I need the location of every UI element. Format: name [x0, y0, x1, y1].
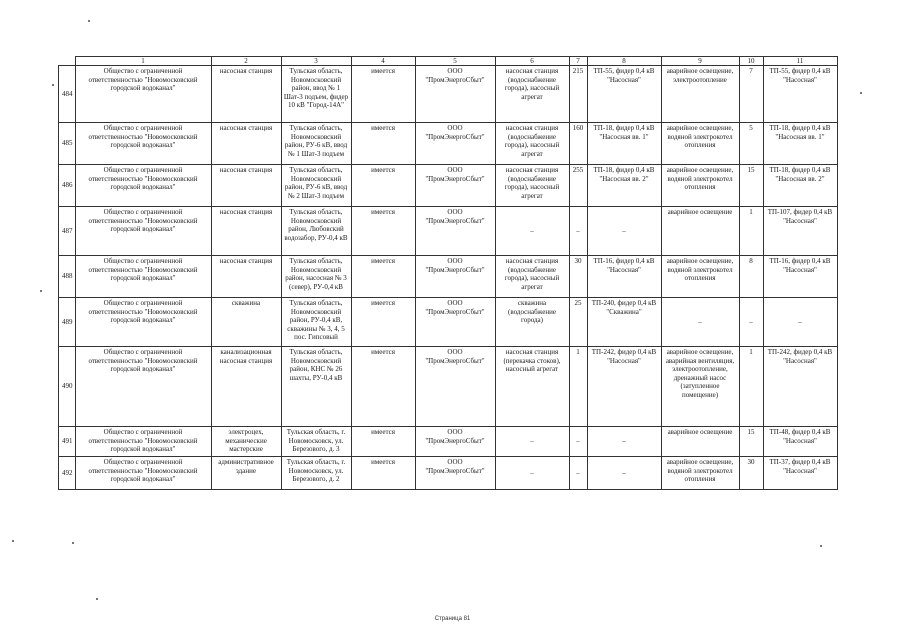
row-number: 492 [59, 457, 76, 490]
cell-address: Тульская область, Новомосковский район, Любовский водозабор, РУ-0,4 кВ [281, 207, 351, 256]
cell-purpose: – [495, 457, 569, 490]
cell-purpose: – [495, 427, 569, 457]
table-row [59, 66, 838, 123]
cell-organization: Общество с ограниченной ответственностью "Новомосковский городской водоканал" [75, 165, 211, 207]
cell-object-type: насосная станция [211, 207, 281, 256]
table-row [59, 457, 838, 490]
cell-emergency-feed: ТП-107, фидер 0,4 кВ "Насосная" [763, 207, 837, 256]
cell-feed: – [587, 457, 661, 490]
table-row [59, 298, 838, 347]
cell-emergency-feed: ТП-242, фидер 0,4 кВ "Насосная" [763, 347, 837, 427]
cell-object-type: насосная станция [211, 165, 281, 207]
cell-supplier: ООО "ПромЭнергоСбыт" [415, 207, 495, 256]
row-number: 488 [59, 256, 76, 298]
scan-speck [52, 84, 54, 86]
cell-emergency-power: 5 [739, 123, 763, 165]
cell-supplier: ООО "ПромЭнергоСбыт" [415, 256, 495, 298]
cell-feed: ТП-18, фидер 0,4 кВ "Насосная вв. 2" [587, 165, 661, 207]
cell-power: – [569, 457, 587, 490]
table-row [59, 165, 838, 207]
cell-emergency-power: 1 [739, 207, 763, 256]
cell-purpose: насосная станция (водоснабжение города), насосный агрегат [495, 66, 569, 123]
document-table [58, 56, 838, 490]
cell-power: 160 [569, 123, 587, 165]
cell-status: имеется [351, 457, 415, 490]
cell-object-type: административное здание [211, 457, 281, 490]
cell-emergency-power: 7 [739, 66, 763, 123]
cell-emergency-feed: ТП-16, фидер 0,4 кВ "Насосная" [763, 256, 837, 298]
cell-status: имеется [351, 207, 415, 256]
cell-organization: Общество с ограниченной ответственностью "Новомосковский городской водоканал" [75, 66, 211, 123]
row-number: 489 [59, 298, 76, 347]
cell-emergency-power: 15 [739, 165, 763, 207]
cell-status: имеется [351, 347, 415, 427]
cell-organization: Общество с ограниченной ответственностью "Новомосковский городской водоканал" [75, 298, 211, 347]
cell-object-type: насосная станция [211, 256, 281, 298]
cell-address: Тульская область, Новомосковский район, КНС № 26 шахты, РУ-0,4 кВ [281, 347, 351, 427]
cell-status: имеется [351, 165, 415, 207]
cell-emergency-feed: ТП-48, фидер 0,4 кВ "Насосная" [763, 427, 837, 457]
cell-organization: Общество с ограниченной ответственностью "Новомосковский городской водоканал" [75, 347, 211, 427]
cell-feed: ТП-16, фидер 0,4 кВ "Насосная" [587, 256, 661, 298]
cell-feed: – [587, 207, 661, 256]
scan-speck [820, 545, 822, 547]
cell-status: имеется [351, 66, 415, 123]
cell-emergency-load: – [661, 298, 739, 347]
cell-status: имеется [351, 123, 415, 165]
cell-power: 255 [569, 165, 587, 207]
cell-status: имеется [351, 256, 415, 298]
table-row [59, 256, 838, 298]
cell-object-type: канализационная насосная станция [211, 347, 281, 427]
header-cell: 5 [415, 57, 495, 66]
table-row [59, 347, 838, 427]
cell-organization: Общество с ограниченной ответственностью "Новомосковский городской водоканал" [75, 123, 211, 165]
header-cell: 2 [211, 57, 281, 66]
cell-emergency-load: аварийное освещение, водяной электрокотел отопления [661, 256, 739, 298]
header-blank [59, 57, 76, 66]
cell-emergency-load: аварийное освещение, водяной электрокотел отопления [661, 123, 739, 165]
cell-feed: – [587, 427, 661, 457]
cell-supplier: ООО "ПромЭнергоСбыт" [415, 123, 495, 165]
scan-speck [88, 20, 90, 22]
cell-supplier: ООО "ПромЭнергоСбыт" [415, 457, 495, 490]
page-footer: Страница 81 [434, 616, 471, 622]
cell-emergency-feed: ТП-18, фидер 0,4 кВ "Насосная вв. 2" [763, 165, 837, 207]
cell-feed: ТП-242, фидер 0,4 кВ "Насосная" [587, 347, 661, 427]
cell-organization: Общество с ограниченной ответственностью "Новомосковский городской водоканал" [75, 256, 211, 298]
cell-status: имеется [351, 298, 415, 347]
cell-purpose: скважина (водоснабжение города) [495, 298, 569, 347]
cell-supplier: ООО "ПромЭнергоСбыт" [415, 427, 495, 457]
scan-speck [860, 92, 862, 94]
header-cell: 6 [495, 57, 569, 66]
cell-purpose: насосная станция (перекачка стоков), насосный агрегат [495, 347, 569, 427]
cell-power: 215 [569, 66, 587, 123]
scan-speck [72, 542, 74, 544]
header-cell: 7 [569, 57, 587, 66]
scan-speck [96, 598, 98, 600]
cell-object-type: электроцех, механические мастерские [211, 427, 281, 457]
cell-address: Тульская область, Новомосковский район, РУ-0,4 кВ, скважины № 3, 4, 5 пос. Гипсовый [281, 298, 351, 347]
table-row [59, 427, 838, 457]
cell-status: имеется [351, 427, 415, 457]
row-number: 486 [59, 165, 76, 207]
cell-emergency-power: 1 [739, 347, 763, 427]
header-cell: 10 [739, 57, 763, 66]
row-number: 485 [59, 123, 76, 165]
cell-power: – [569, 427, 587, 457]
cell-address: Тульская область, Новомосковский район, РУ-6 кВ, ввод № 1 Шат-3 подъем [281, 123, 351, 165]
cell-purpose: – [495, 207, 569, 256]
cell-emergency-feed: ТП-37, фидер 0,4 кВ "Насосная" [763, 457, 837, 490]
scan-speck [12, 540, 14, 542]
row-number: 484 [59, 66, 76, 123]
row-number: 491 [59, 427, 76, 457]
header-cell: 1 [75, 57, 211, 66]
cell-purpose: насосная станция (водоснабжение города), насосный агрегат [495, 256, 569, 298]
cell-emergency-feed: – [763, 298, 837, 347]
cell-power: – [569, 207, 587, 256]
cell-emergency-feed: ТП-55, фидер 0,4 кВ "Насосная" [763, 66, 837, 123]
header-cell: 9 [661, 57, 739, 66]
cell-supplier: ООО "ПромЭнергоСбыт" [415, 165, 495, 207]
cell-power: 25 [569, 298, 587, 347]
cell-purpose: насосная станция (водоснабжение города), насосный агрегат [495, 123, 569, 165]
cell-supplier: ООО "ПромЭнергоСбыт" [415, 66, 495, 123]
cell-address: Тульская область, Новомосковский район, РУ-6 кВ, ввод № 2 Шат-3 подъем [281, 165, 351, 207]
cell-organization: Общество с ограниченной ответственностью "Новомосковский городской водоканал" [75, 457, 211, 490]
cell-emergency-load: аварийное освещение, водяной электрокотел отопления [661, 457, 739, 490]
header-cell: 4 [351, 57, 415, 66]
cell-purpose: насосная станция (водоснабжение города), насосный агрегат [495, 165, 569, 207]
cell-emergency-load: аварийное освещение [661, 427, 739, 457]
cell-emergency-power: – [739, 298, 763, 347]
cell-feed: ТП-240, фидер 0,4 кВ "Скважина" [587, 298, 661, 347]
header-cell: 8 [587, 57, 661, 66]
row-number: 487 [59, 207, 76, 256]
cell-supplier: ООО "ПромЭнергоСбыт" [415, 298, 495, 347]
cell-object-type: насосная станция [211, 66, 281, 123]
cell-object-type: насосная станция [211, 123, 281, 165]
cell-supplier: ООО "ПромЭнергоСбыт" [415, 347, 495, 427]
cell-emergency-load: аварийное освещение [661, 207, 739, 256]
cell-organization: Общество с ограниченной ответственностью "Новомосковский городской водоканал" [75, 207, 211, 256]
cell-feed: ТП-55, фидер 0,4 кВ "Насосная" [587, 66, 661, 123]
cell-address: Тульская область, г. Новомосковск, ул. Березового, д. 3 [281, 427, 351, 457]
cell-emergency-load: аварийное освещение, водяной электрокотел отопления [661, 165, 739, 207]
header-cell: 3 [281, 57, 351, 66]
cell-address: Тульская область, Новомосковский район, ввод № 1 Шат-3 подъем, фидер 10 кВ "Город-14А" [281, 66, 351, 123]
header-cell: 11 [763, 57, 837, 66]
cell-power: 30 [569, 256, 587, 298]
table-row [59, 123, 838, 165]
cell-object-type: скважина [211, 298, 281, 347]
cell-address: Тульская область, Новомосковский район, насосная № 3 (север), РУ-0,4 кВ [281, 256, 351, 298]
cell-emergency-load: аварийное освещение, электроотопление [661, 66, 739, 123]
table-row [59, 207, 838, 256]
header-row [59, 57, 838, 66]
row-number: 490 [59, 347, 76, 427]
cell-emergency-power: 30 [739, 457, 763, 490]
cell-emergency-power: 15 [739, 427, 763, 457]
cell-emergency-power: 8 [739, 256, 763, 298]
cell-power: 1 [569, 347, 587, 427]
cell-emergency-load: аварийное освещение, аварийная вентиляция, электроотопление, дренажный насос (затупленное помещение) [661, 347, 739, 427]
cell-emergency-feed: ТП-18, фидер 0,4 кВ "Насосная вв. 1" [763, 123, 837, 165]
scan-speck [40, 290, 42, 292]
cell-feed: ТП-18, фидер 0,4 кВ "Насосная вв. 1" [587, 123, 661, 165]
cell-organization: Общество с ограниченной ответственностью "Новомосковский городской водоканал" [75, 427, 211, 457]
cell-address: Тульская область, г. Новомосковск, ул. Березового, д. 2 [281, 457, 351, 490]
